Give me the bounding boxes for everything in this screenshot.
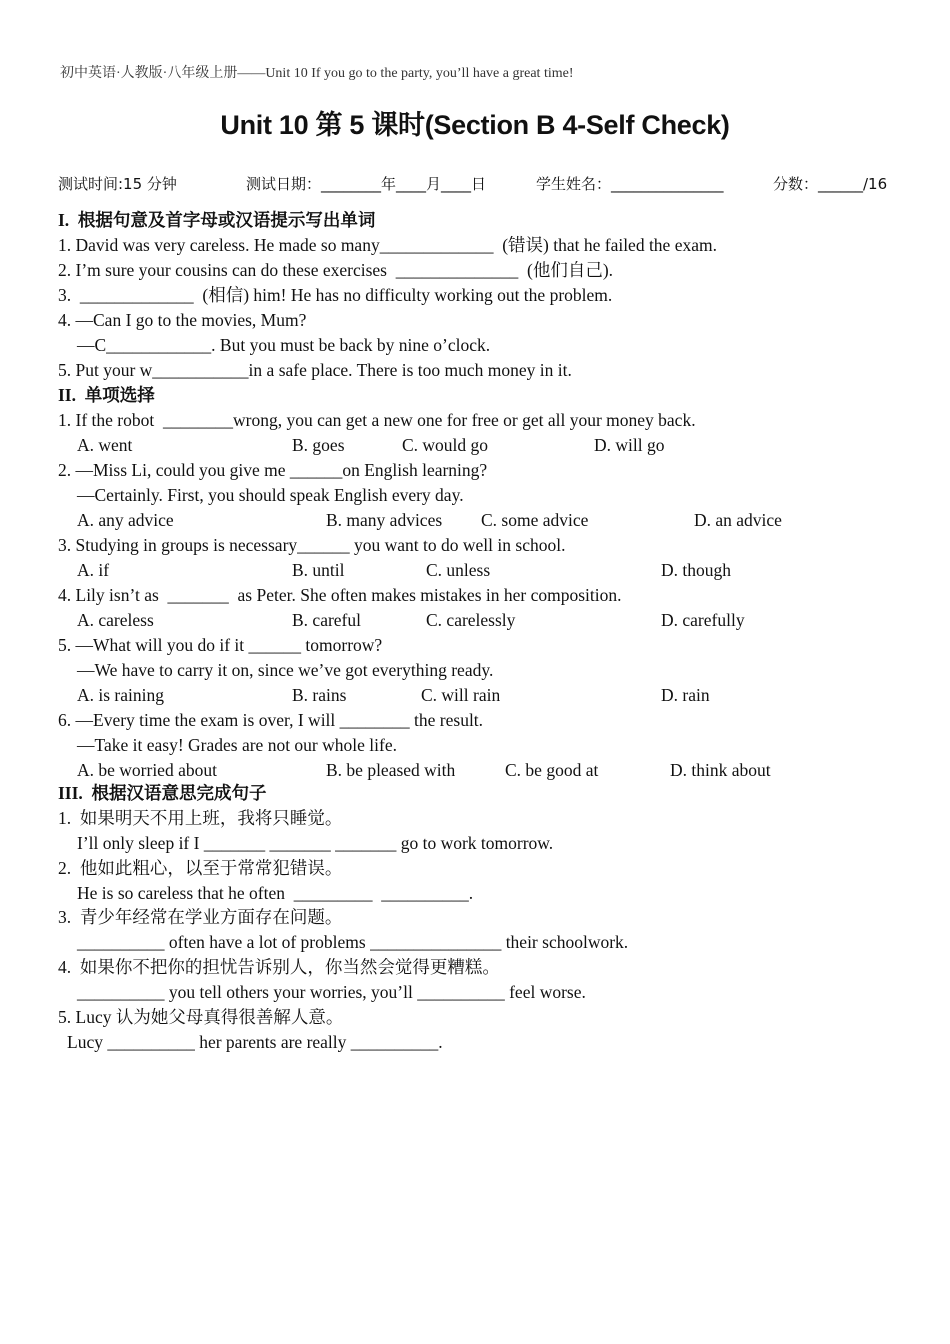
part2-question-6a: 6. —Every time the exam is over, I will ________ the result. <box>58 710 484 730</box>
test-date: 测试日期：________年____月____日 <box>246 175 487 193</box>
q3-option-c: C. unless <box>426 560 491 580</box>
q3-option-d: D. though <box>661 560 731 580</box>
q2-option-c: C. some advice <box>481 510 589 530</box>
q6-option-c: C. be good at <box>505 760 599 780</box>
part1-question-4a: 4. —Can I go to the movies, Mum? <box>58 310 307 330</box>
q3-option-b: B. until <box>292 560 345 580</box>
q6-option-d: D. think about <box>670 760 771 780</box>
q1-option-c: C. would go <box>402 435 489 455</box>
part3-question-2-english: He is so careless that he often _________ __________. <box>77 883 474 903</box>
section-3-heading: III. 根据汉语意思完成句子 <box>58 783 267 803</box>
q1-option-d: D. will go <box>594 435 665 455</box>
page-title: Unit 10 第 5 课时(Section B 4-Self Check) <box>220 110 730 140</box>
q6-option-a: A. be worried about <box>77 760 217 780</box>
part1-question-5: 5. Put your w___________in a safe place. There is too much money in it. <box>58 360 572 380</box>
student-name: 学生姓名：_______________ <box>536 175 724 193</box>
page-header: 初中英语·人教版·八年级上册——Unit 10 If you go to the party, you’ll have a great time! <box>60 66 574 81</box>
q5-option-c: C. will rain <box>421 685 501 705</box>
part3-question-3-chinese: 3. 青少年经常在学业方面存在问题。 <box>58 907 343 927</box>
q4-option-a: A. careless <box>77 610 154 630</box>
q4-option-c: C. carelessly <box>426 610 516 630</box>
q2-option-a: A. any advice <box>77 510 174 530</box>
part2-question-4: 4. Lily isn’t as _______ as Peter. She often makes mistakes in her composition. <box>58 585 622 605</box>
q6-option-b: B. be pleased with <box>326 760 456 780</box>
q5-option-d: D. rain <box>661 685 710 705</box>
part3-question-2-chinese: 2. 他如此粗心，以至于常常犯错误。 <box>58 858 343 878</box>
q1-option-a: A. went <box>77 435 133 455</box>
part3-question-3-english: __________ often have a lot of problems _______________ their schoolwork. <box>77 932 629 952</box>
part1-question-4b: —C____________. But you must be back by nine o’clock. <box>77 335 491 355</box>
part2-question-5a: 5. —What will you do if it ______ tomorrow? <box>58 635 383 655</box>
section-1-heading: I. 根据句意及首字母或汉语提示写出单词 <box>58 210 376 230</box>
q4-option-d: D. carefully <box>661 610 745 630</box>
section-2-heading: II. 单项选择 <box>58 385 155 405</box>
part1-question-3: 3. _____________ (相信) him! He has no difficulty working out the problem. <box>58 285 613 305</box>
q2-option-b: B. many advices <box>326 510 443 530</box>
part1-question-1: 1. David was very careless. He made so many_____________ (错误) that he failed the exam. <box>58 235 717 255</box>
q3-option-a: A. if <box>77 560 110 580</box>
q5-option-b: B. rains <box>292 685 347 705</box>
part3-question-4-chinese: 4. 如果你不把你的担忧告诉别人，你当然会觉得更糟糕。 <box>58 957 500 977</box>
score: 分数：______/16 <box>773 175 888 193</box>
part2-question-1: 1. If the robot ________wrong, you can get a new one for free or get all your money back. <box>58 410 696 430</box>
part2-question-5b: —We have to carry it on, since we’ve got everything ready. <box>77 660 494 680</box>
part1-question-2: 2. I’m sure your cousins can do these exercises ______________ (他们自己). <box>58 260 614 280</box>
part3-question-5-english: Lucy __________ her parents are really __________. <box>67 1032 443 1052</box>
part3-question-5-chinese: 5. Lucy 认为她父母真得很善解人意。 <box>58 1007 344 1027</box>
part3-question-1-english: I’ll only sleep if I _______ _______ _______ go to work tomorrow. <box>77 833 554 853</box>
part2-question-2b: —Certainly. First, you should speak English every day. <box>77 485 464 505</box>
part3-question-4-english: __________ you tell others your worries, you’ll __________ feel worse. <box>77 982 586 1002</box>
q4-option-b: B. careful <box>292 610 361 630</box>
part3-question-1-chinese: 1. 如果明天不用上班，我将只睡觉。 <box>58 808 343 828</box>
test-time: 测试时间:15 分钟 <box>58 175 177 193</box>
part2-question-6b: —Take it easy! Grades are not our whole life. <box>77 735 397 755</box>
q2-option-d: D. an advice <box>694 510 782 530</box>
q5-option-a: A. is raining <box>77 685 165 705</box>
part2-question-3: 3. Studying in groups is necessary______ you want to do well in school. <box>58 535 566 555</box>
q1-option-b: B. goes <box>292 435 345 455</box>
part2-question-2a: 2. —Miss Li, could you give me ______on English learning? <box>58 460 488 480</box>
